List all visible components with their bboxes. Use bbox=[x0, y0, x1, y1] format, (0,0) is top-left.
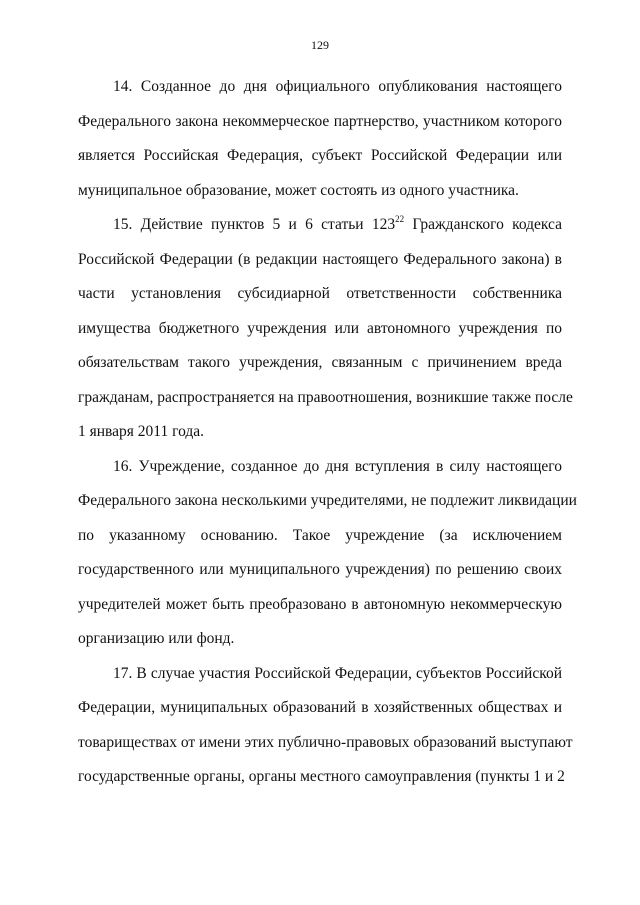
paragraph-line-text: 15. Действие пунктов 5 и 6 статьи 123 bbox=[113, 216, 396, 233]
paragraph-line: имущества бюджетного учреждения или автономного учреждения по bbox=[78, 319, 562, 337]
paragraph-17 bbox=[78, 657, 573, 795]
paragraph-line: организацию или фонд. bbox=[78, 630, 235, 647]
superscript: 22 bbox=[395, 214, 405, 224]
paragraph-line: товариществах от имени этих публично-правовых образований выступают bbox=[78, 733, 573, 751]
paragraph-line: 16. Учреждение, созданное до дня вступления в силу настоящего bbox=[113, 457, 562, 475]
paragraph-line: гражданам, распространяется на правоотношения, возникшие также после bbox=[78, 388, 573, 406]
document-body bbox=[78, 70, 577, 795]
paragraph-16 bbox=[78, 450, 577, 657]
paragraph-line-text: Гражданского кодекса bbox=[404, 216, 562, 233]
paragraph-line: муниципальное образование, может состоять из одного участника. bbox=[78, 181, 519, 199]
paragraph-line: 14. Созданное до дня официального опубликования настоящего bbox=[113, 78, 562, 95]
paragraph-line: по указанному основанию. Такое учреждение (за исключением bbox=[78, 526, 562, 544]
paragraph-line: Федерального закона некоммерческое партнерство, участником которого bbox=[78, 112, 562, 130]
paragraph-line: учредителей может быть преобразовано в автономную некоммерческую bbox=[78, 595, 562, 613]
paragraph-line: 1 января 2011 года. bbox=[78, 423, 205, 440]
paragraph-line: является Российская Федерация, субъект Российской Федерации или bbox=[78, 147, 562, 164]
paragraph-14 bbox=[78, 70, 562, 208]
paragraph-line bbox=[78, 208, 562, 243]
paragraph-line: Федерации, муниципальных образований в хозяйственных обществах и bbox=[78, 699, 562, 716]
paragraph-line: Российской Федерации (в редакции настоящего Федерального закона) в bbox=[78, 250, 562, 268]
paragraph-line: 17. В случае участия Российской Федерации, субъектов Российской bbox=[113, 664, 562, 682]
page-number: 129 bbox=[311, 38, 329, 52]
paragraph-line: обязательствам такого учреждения, связанным с причинением вреда bbox=[78, 354, 562, 371]
paragraph-line: государственные органы, органы местного самоуправления (пункты 1 и 2 bbox=[78, 768, 565, 785]
paragraph-15 bbox=[78, 208, 573, 450]
paragraph-line: Федерального закона несколькими учредителями, не подлежит ликвидации bbox=[78, 492, 577, 509]
paragraph-line: государственного или муниципального учреждения) по решению своих bbox=[78, 561, 562, 578]
paragraph-line: части установления субсидиарной ответственности собственника bbox=[78, 285, 562, 302]
